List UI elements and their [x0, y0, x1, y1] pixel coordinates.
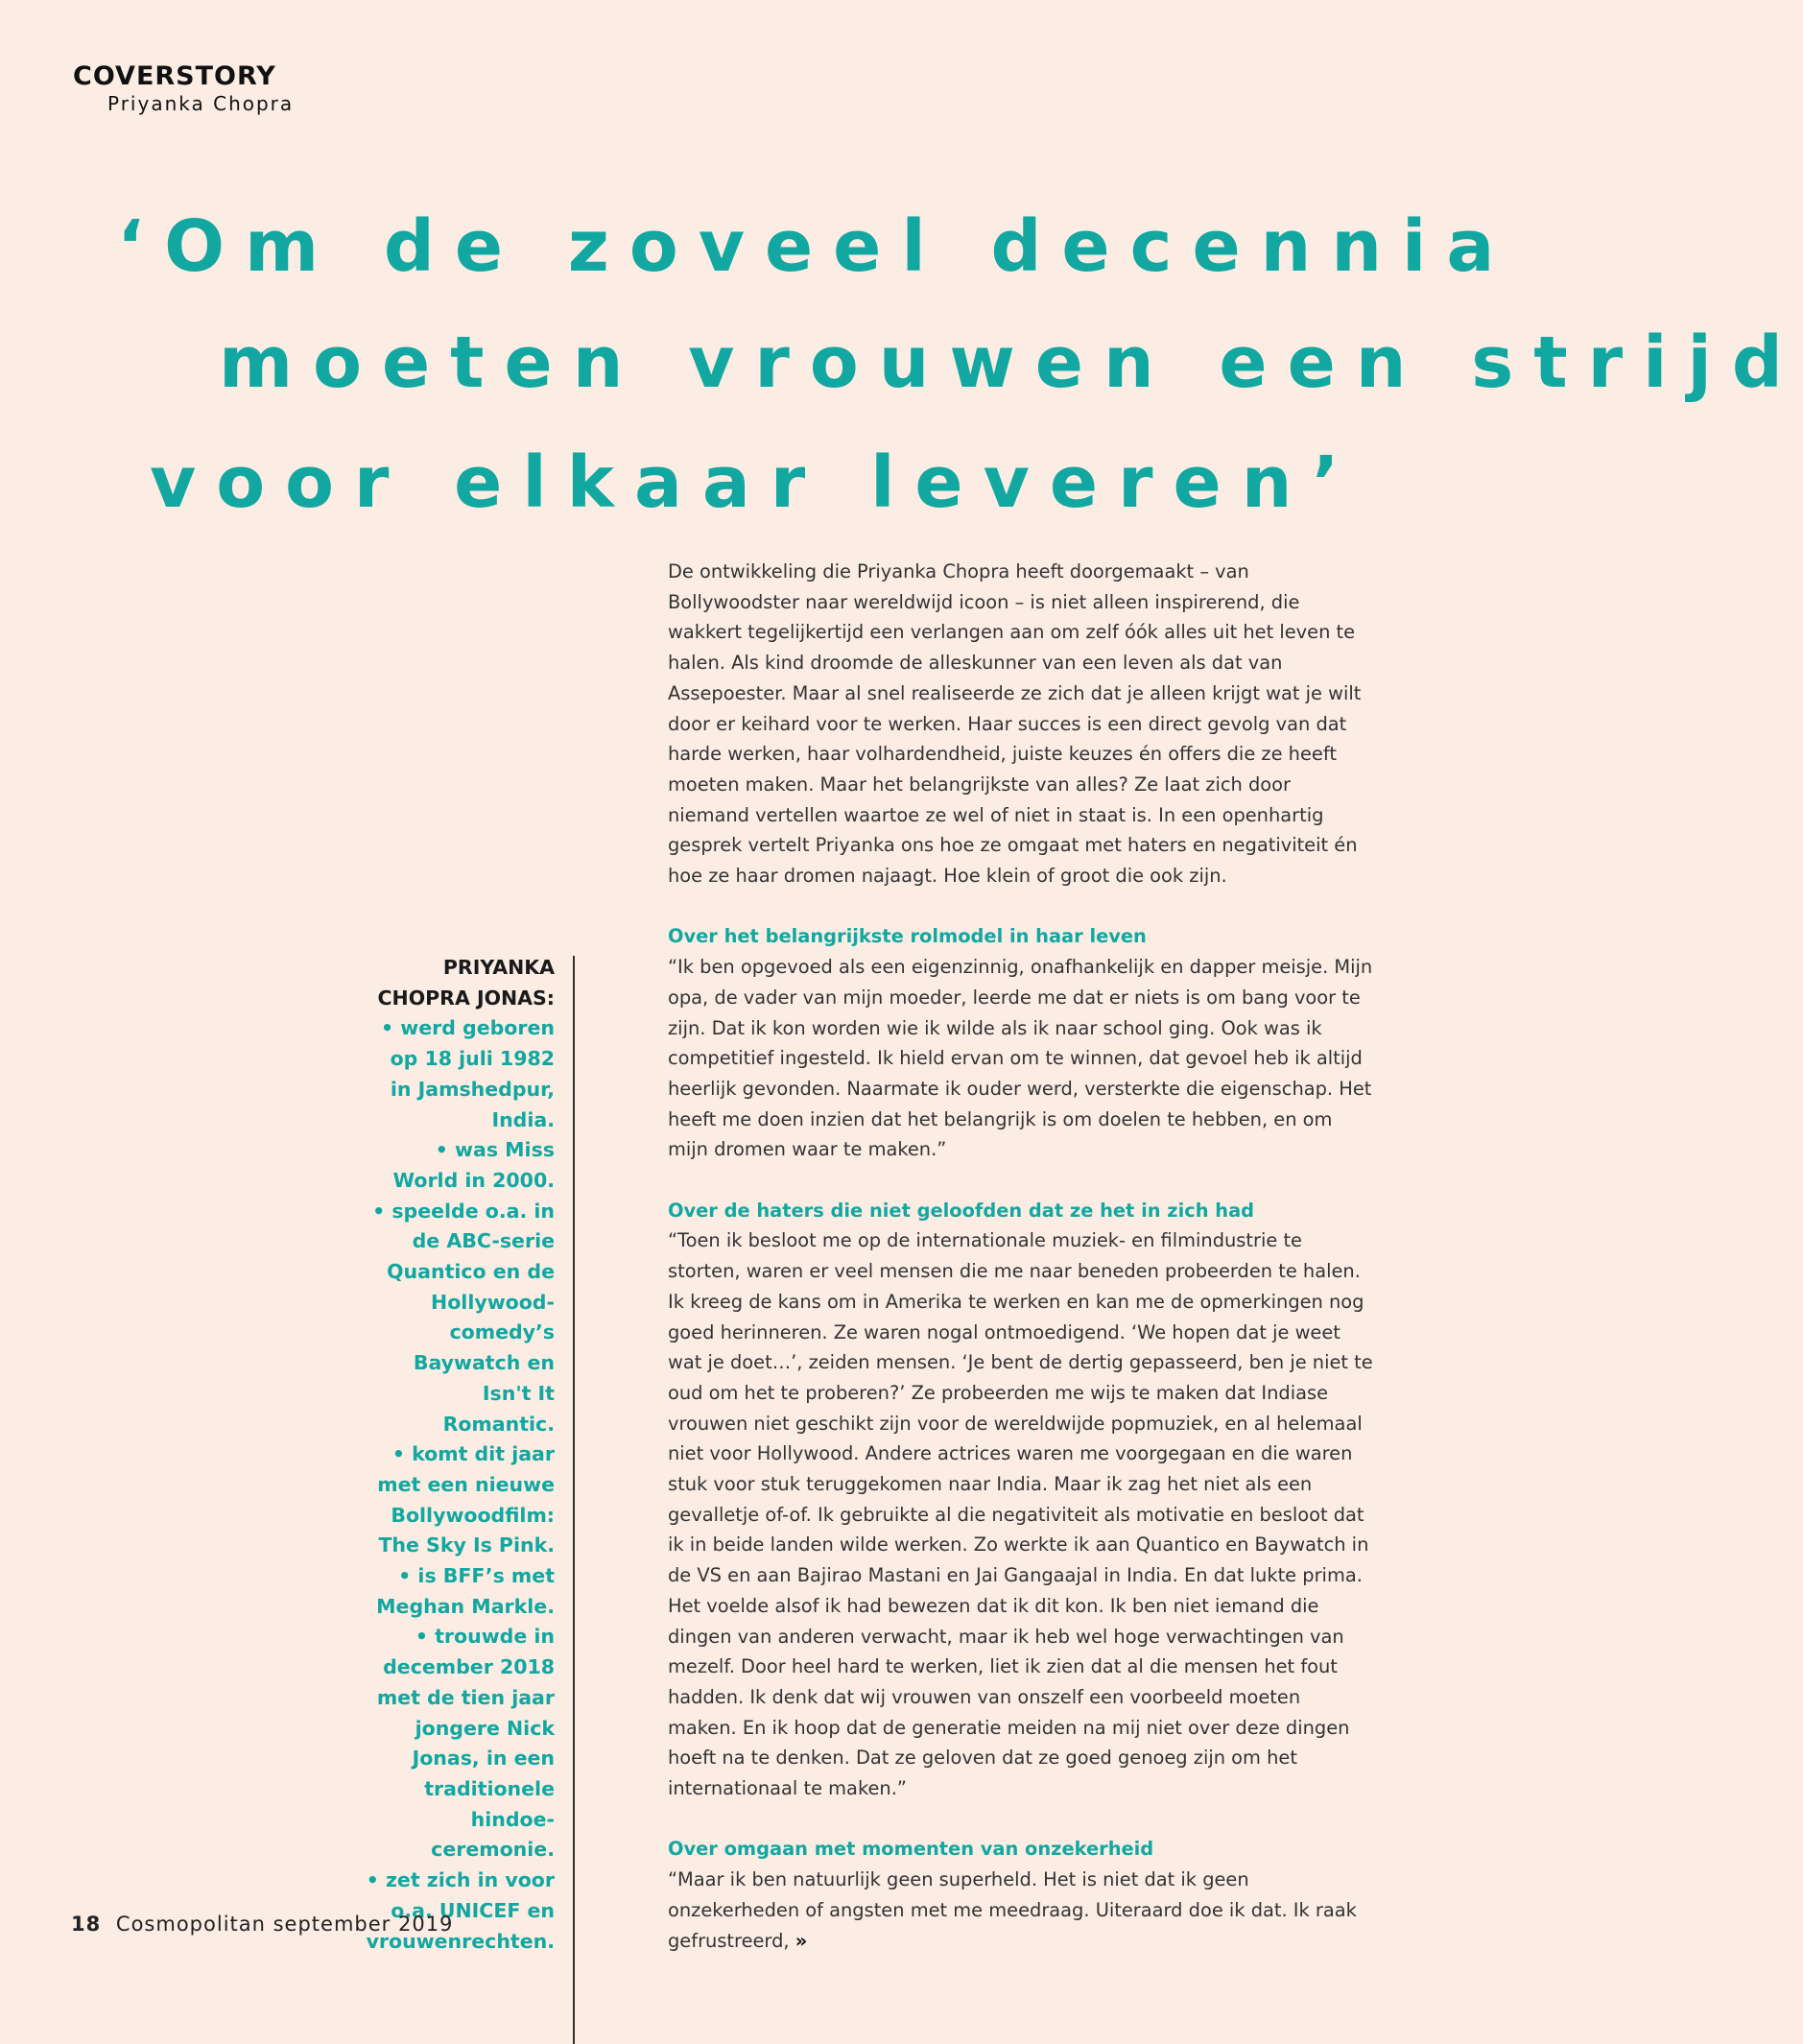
subheading-insecurity: Over omgaan met momenten van onzekerheid: [668, 1838, 1154, 1861]
section-subject: Priyanka Chopra: [107, 92, 295, 115]
sidebar-fact: • is BFF’s met Meghan Markle.: [365, 1561, 555, 1622]
sidebar-title-2: CHOPRA JONAS:: [377, 986, 555, 1010]
paragraph-insecurity: [668, 1865, 1373, 1956]
column-divider: [573, 956, 575, 2044]
headline-line-1: ‘Om de zoveel decennia: [117, 205, 1515, 288]
paragraph-haters: “Toen ik besloot me op de internationale muziek- en filmindustrie te storten, waren er veel mensen die me naar beneden probeerden te halen. Ik kreeg de kans om in Amerika te werken en kan me de opmerkingen nog goed herinneren. Ze waren nogal ontmoedigend. ‘We hopen dat je weet wat je doet…’, zeiden mensen. ‘Je bent de dertig gepasseerd, ben je niet te oud om het te proberen?’ Ze probeerden me wijs te maken dat Indiase vrouwen niet geschikt zijn voor de wereldwijde popmuziek, en al helemaal niet voor Hollywood. Andere actrices waren me voorgegaan en die waren stuk voor stuk teruggekomen naar India. Maar ik zag het niet als een gevalletje of-of. Ik gebruikte al die negativiteit als motivatie en besloot dat ik in beide landen wilde werken. Zo werkte ik aan Quantico en Baywatch in de VS en aan Bajirao Mastani en Jai Gangaajal in India. En dat lukte prima. Het voelde alsof ik had bewezen dat ik dit kon. Ik ben niet iemand die dingen van anderen verwacht, maar ik heb wel hoge verwachtingen van mezelf. Door heel hard te werken, liet ik zien dat al die mensen het fout hadden. Ik denk dat wij vrouwen van onszelf een voorbeeld moeten maken. En ik hoop dat de generatie meiden na mij niet over deze dingen hoeft na te denken. Dat ze geloven dat ze goed genoeg zijn om het internationaal te maken.”: [668, 1229, 1373, 1800]
sidebar-fact: • werd geboren op 18 juli 1982 in Jamshedpur, India.: [365, 1013, 555, 1135]
page-footer: [71, 1913, 453, 1936]
article-body: [668, 557, 1373, 1956]
section-header: [73, 61, 294, 115]
fact-sidebar: [365, 953, 555, 1957]
paragraph-role-model: “Ik ben opgevoed als een eigenzinnig, onafhankelijk en dapper meisje. Mijn opa, de vader van mijn moeder, leerde me dat er niets is om bang voor te zijn. Dat ik kon worden wie ik wilde als ik naar school ging. Ook was ik competitief ingesteld. Ik hield ervan om te winnen, dat gevoel heb ik altijd heerlijk gevonden. Naarmate ik ouder werd, versterkte die eigenschap. Het heeft me doen inzien dat het belangrijk is om doelen te hebben, en om mijn dromen waar te maken.”: [668, 956, 1373, 1161]
sidebar-fact: • komt dit jaar met een nieuwe Bollywoodfilm: The Sky Is Pink.: [365, 1439, 555, 1561]
paragraph-insecurity-text: “Maar ik ben natuurlijk geen superheld. Het is niet dat ik geen onzekerheden of angsten met me meedraag. Uiteraard doe ik dat. Ik raak gefrustreerd,: [668, 1868, 1357, 1952]
sidebar-title-1: PRIYANKA: [442, 956, 555, 979]
sidebar-fact: • was Miss World in 2000.: [365, 1135, 555, 1196]
sidebar-fact: • speelde o.a. in de ABC-serie Quantico en de Hollywood-comedy’s Baywatch en Isn't It Romantic.: [365, 1197, 555, 1440]
sidebar-fact: • zet zich in voor o.a. UNICEF en vrouwenrechten.: [365, 1866, 555, 1957]
headline-line-3: voor elkaar leveren’: [150, 441, 1360, 524]
page-number: 18: [71, 1913, 102, 1936]
sidebar-fact: • trouwde in december 2018 met de tien jaar jongere Nick Jonas, in een traditionele hindoe-ceremonie.: [365, 1622, 555, 1866]
intro-paragraph: De ontwikkeling die Priyanka Chopra heeft doorgemaakt – van Bollywoodster naar wereldwijd icoon – is niet alleen inspirerend, die wakkert tegelijkertijd een verlangen aan om zelf óók alles uit het leven te halen. Als kind droomde de alleskunner van een leven als dat van Assepoester. Maar al snel realiseerde ze zich dat je alleen krijgt wat je wilt door er keihard voor te werken. Haar succes is een direct gevolg van dat harde werken, haar volhardendheid, juiste keuzes én offers die ze heeft moeten maken. Maar het belangrijkste van alles? Ze laat zich door niemand vertellen waartoe ze wel of niet in staat is. In een openhartig gesprek vertelt Priyanka ons hoe ze omgaat met haters en negativiteit én hoe ze haar dromen najaagt. Hoe klein of groot die ook zijn.: [668, 560, 1362, 888]
continue-arrow-icon: »: [795, 1929, 808, 1952]
publication-info: Cosmopolitan september 2019: [115, 1913, 454, 1936]
headline-line-2: moeten vrouwen een strijd: [219, 321, 1803, 404]
section-label: COVERSTORY: [73, 61, 276, 91]
subheading-role-model: Over het belangrijkste rolmodel in haar leven: [668, 925, 1147, 948]
subheading-haters: Over de haters die niet geloofden dat ze het in zich had: [668, 1199, 1255, 1222]
